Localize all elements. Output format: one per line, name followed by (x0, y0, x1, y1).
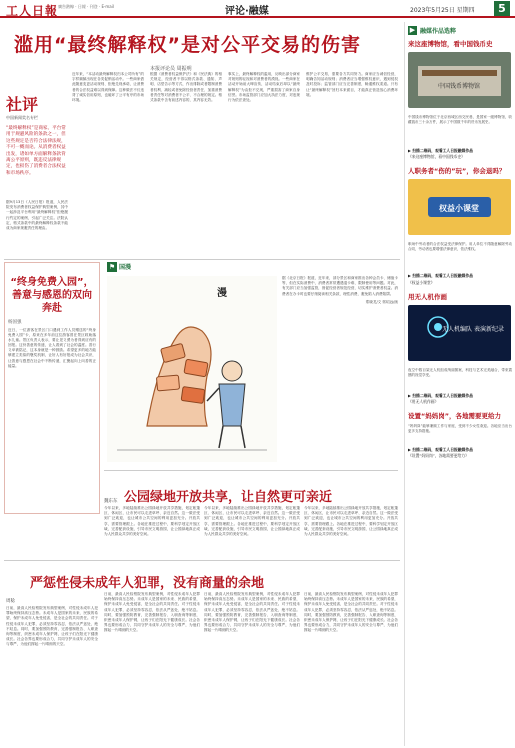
feature1-title[interactable]: 来这座博物馆，看中国钱币史 (408, 40, 493, 48)
article4-text: 日前，最高人民检察院发布典型案例，对性侵未成年人犯罪始终保持高压态势。未成年人是国家的未来、民族的希望，保护未成年人免受侵害，是全社会的共同责任。对于性侵未成年人犯罪，必须坚持零容忍，依法从严惩处，绝不姑息。同时，要加强预防教育，完善强制报告、入职查询等制度，织密未成年人保护网，让孩子们在阳光下健康成长。社会各界也要形成合力，共同守护未成年人的安全与尊严，为他们撑起一片晴朗的天空。 (104, 592, 200, 633)
box-author: 杨国强 (8, 320, 22, 325)
sidebar (404, 22, 512, 746)
cartoon-tag: 漫 (217, 288, 227, 299)
divider (104, 470, 398, 471)
sidebar-title: 融媒作品选粹 (420, 27, 457, 35)
article3-text: 今年以来，多地陆续推出公园绿地开放共享措施，划定帐篷区、休闲区，让市民可以走进草坪、亲近自然。这一做法受到广泛欢迎，也让城市公共空间的利用更加充分。开放共享，需要管理跟上。各地在推进过程中，要科学划定开放区域，完善配套设施，引导市民文明游园，让公园绿地真正成为人民群众共享的美好空间。 (104, 506, 200, 537)
article1-paragraph: 根据《消费者权益保护法》和《民法典》的相关规定，经营者不得以格式条款、通知、声明、店堂告示等方式，作出排除或者限制消费者权利、减轻或者免除经营者责任、加重消费者责任等对消费者不公平、不合理的规定。格式条款中含有前述内容的，其内容无效。 (150, 72, 222, 103)
box-headline[interactable]: “终身免费入园”，善意与感恩的双向奔赴 (10, 277, 94, 314)
column-subtitle: 中国新闻奖名专栏 (6, 115, 38, 120)
media-icon: ▶ (409, 25, 416, 34)
divider (4, 259, 400, 260)
column-name: 社评 (6, 95, 39, 114)
feature3-image[interactable] (408, 305, 511, 361)
article4-byline: 周稔 (6, 599, 15, 604)
feature2-link[interactable]: ▶ 扫描二维码，观看工人日报融媒作品 (408, 273, 473, 279)
cartoon-section-title: 国漫 (119, 264, 132, 271)
page-number: 5 (494, 1, 510, 16)
feature2-image-text: 权益小课堂 (439, 204, 479, 214)
feature2-image[interactable] (408, 179, 511, 235)
feature3-text: 夜空中数百架无人机组成绚丽图案，科技与艺术完美融合，带来震撼的视觉享受。 (408, 367, 512, 377)
feature4-text: “妈妈岗”能够兼顾工作与家庭，受到不少女性欢迎。各地应当出台更多支持措施。 (408, 424, 512, 434)
feature1-link[interactable]: ▶ 扫描二维码，观看工人日报融媒作品 (408, 148, 473, 153)
feature3-title[interactable]: 用无人机作画 (408, 292, 447, 301)
feature3-image-text: 无人机编队 表演新纪录 (442, 325, 504, 333)
feature1-caption: 《来这座博物馆，看中国钱币史》 (408, 154, 465, 160)
article3-text: 今年以来，多地陆续推出公园绿地开放共享措施，划定帐篷区、休闲区，让市民可以走进草坪、亲近自然。这一做法受到广泛欢迎，也让城市公共空间的利用更加充分。开放共享，需要管理跟上。各地在推进过程中，要科学划定开放区域，完善配套设施，引导市民文明游园，让公园绿地真正成为人民群众共享的美好空间。 (204, 506, 300, 537)
editorial-cartoon (107, 276, 277, 462)
feature2-title[interactable]: 人职务者“伤的”玩”，你会退吗？ (408, 167, 506, 176)
commentary-box (4, 262, 100, 514)
article1-byline: 本报评论员 周振明 (150, 66, 192, 72)
divider (4, 560, 400, 561)
feature4-caption: 《设置“妈妈岗”，各地需要更给力》 (408, 453, 469, 459)
section-title: 评论·融媒 (225, 6, 269, 17)
feature4-title[interactable]: 设置“妈妈岗”，各地需要更给力 (408, 412, 502, 421)
article1-paragraph: 事实上，最终解释权的滥用，反映出部分商家对规则的轻视和对消费者的漠视。一些商家在活动开始前大肆宣传，活动结束后却以“最终解释权”为由拒不兑现，严重损害了商家自身信誉。市场监管部门应加大执法力度，对违规行为依法查处。 (228, 72, 300, 103)
article1-headline[interactable]: 滥用“最终解释权”是对公平交易的伤害 (14, 34, 361, 56)
cartoon-text (282, 276, 398, 456)
issue-date: 2023年5月25日 星期四 (410, 7, 475, 14)
article3-text: 今年以来，多地陆续推出公园绿地开放共享措施，划定帐篷区、休闲区，让市民可以走进草坪、亲近自然。这一做法受到广泛欢迎，也让城市公共空间的利用更加充分。开放共享，需要管理跟上。各地在推进过程中，要科学划定开放区域，完善配套设施，引导市民文明游园，让公园绿地真正成为人民群众共享的美好空间。 (304, 506, 398, 537)
feature2-text: 职场中劳动者的合法权益受法律保护。用人单位不得随意解除劳动合同，劳动者也要增强法律意识，依法维权。 (408, 242, 512, 252)
article4-text: 日前，最高人民检察院发布典型案例，对性侵未成年人犯罪始终保持高压态势。未成年人是国家的未来、民族的希望，保护未成年人免受侵害，是全社会的共同责任。对于性侵未成年人犯罪，必须坚持零容忍，依法从严惩处，绝不姑息。同时，要加强预防教育，完善强制报告、入职查询等制度，织密未成年人保护网，让孩子们在阳光下健康成长。社会各界也要形成合力，共同守护未成年人的安全与尊严，为他们撑起一片晴朗的天空。 (6, 606, 98, 647)
article1-paragraph: 近年来，“本活动最终解释权归本公司所有”的字样频频出现在各类促销活动中。一些商家借此随意变更活动规则、拒绝兑现承诺，让消费者的合法权益难以得到保障。这种做法不仅违背了诚实信用原则，也破坏了公平有序的市场环境。 (72, 72, 144, 103)
page-header (0, 0, 515, 18)
cartoon-credit: 郑晓龙/文 郭绍远/画 (365, 299, 398, 304)
cartoon-section-icon: ⚑ (108, 263, 116, 271)
feature2-caption: 《权益小课堂》 (408, 279, 435, 285)
article3-byline: 魏东东 (104, 499, 118, 504)
article1-paragraph: 维护公平交易，需要各方共同努力。商家应当诚信经营，明确告知活动规则；消费者应当增强维权意识，遇到侵权及时投诉；监管部门应当完善制度，畅通维权渠道。只有让“最终解释权”回归本来面目，才能真正营造放心消费环境。 (306, 72, 398, 97)
article1-paragraph: 据9月13日《人民日报》报道，人民法院发布消费者权益保护典型案例，其中一起涉及平台利用“最终解释权”拒绝履行约定的案例，引起广泛关注。法院认定，格式条款中的最终解释权条款不能成为商家规避责任的理由。 (6, 200, 68, 231)
feature1-image-text: 中国钱币博物馆 (437, 83, 481, 90)
cartoon-body: 据《北京日报》报道，近年来，部分景区和商家推出各种会员卡、储值卡等，但在实际消费中，消费者常常遭遇退卡难、限制使用等问题。对此，有关部门应当加强监管，督促经营者规范经营，切实维护消费者权益。消费者在办卡时也要仔细阅读相关条款，理性消费，避免陷入消费陷阱。 (282, 276, 398, 296)
logo-subtext: 廣告熱線 · 日報 · 刊登 · E-mail (58, 4, 114, 9)
feature3-link[interactable]: ▶ 扫描二维码，观看工人日报融媒作品 (408, 392, 473, 398)
newspaper-logo: 工人日報 (6, 4, 59, 18)
feature1-text: 中国钱币博物馆位于北京西城区西交民巷，是国家一级博物馆，收藏钱币三十余万件，展示了中国数千年的货币发展史。 (408, 115, 512, 124)
feature4-link[interactable]: ▶ 扫描二维码，观看工人日报融媒作品 (408, 447, 473, 453)
feature1-image[interactable] (408, 52, 511, 108)
sidebar-header (408, 24, 512, 36)
article3-headline[interactable]: 公园绿地开放共享，让自然更可亲近 (124, 490, 333, 505)
article4-text: 日前，最高人民检察院发布典型案例，对性侵未成年人犯罪始终保持高压态势。未成年人是国家的未来、民族的希望，保护未成年人免受侵害，是全社会的共同责任。对于性侵未成年人犯罪，必须坚持零容忍，依法从严惩处，绝不姑息。同时，要加强预防教育，完善强制报告、入职查询等制度，织密未成年人保护网，让孩子们在阳光下健康成长。社会各界也要形成合力，共同守护未成年人的安全与尊严，为他们撑起一片晴朗的天空。 (204, 592, 300, 633)
article4-text: 日前，最高人民检察院发布典型案例，对性侵未成年人犯罪始终保持高压态势。未成年人是国家的未来、民族的希望，保护未成年人免受侵害，是全社会的共同责任。对于性侵未成年人犯罪，必须坚持零容忍，依法从严惩处，绝不姑息。同时，要加强预防教育，完善强制报告、入职查询等制度，织密未成年人保护网，让孩子们在阳光下健康成长。社会各界也要形成合力，共同守护未成年人的安全与尊严，为他们撑起一片晴朗的天空。 (304, 592, 398, 633)
box-text: 近日，一位游客在景区门口遇到工作人员赠送的“终身免费入园”卡，原来在多年前这位游客曾在景区救助落水儿童。景区负责人表示，要让见义勇为者得到应有的回报。这份善意的传递，让人看到了社会的温度。善行义举被铭记，这本身就是一种鼓励。希望更多的地方能够建立类似的褒奖机制，让好人有好报成为社会共识，让善意与感恩在社会中不断传递，汇聚起向上向善的正能量。 (8, 328, 96, 368)
feature3-caption: 《用无人机作画》 (408, 399, 439, 405)
article1-lead: “最终解释权”是商家、平台常用于规避风险的条款之一，但这些规定是否符合法律法规，不可一概而论。从消费者权益出发，诸如单方面解释条款背离公平原则，既违反法律规定，也损伤了消费者合法权益和市场秩序。 (6, 126, 66, 176)
column-logo (6, 92, 66, 120)
article4-headline[interactable]: 严惩性侵未成年人犯罪，没有商量的余地 (30, 576, 265, 591)
